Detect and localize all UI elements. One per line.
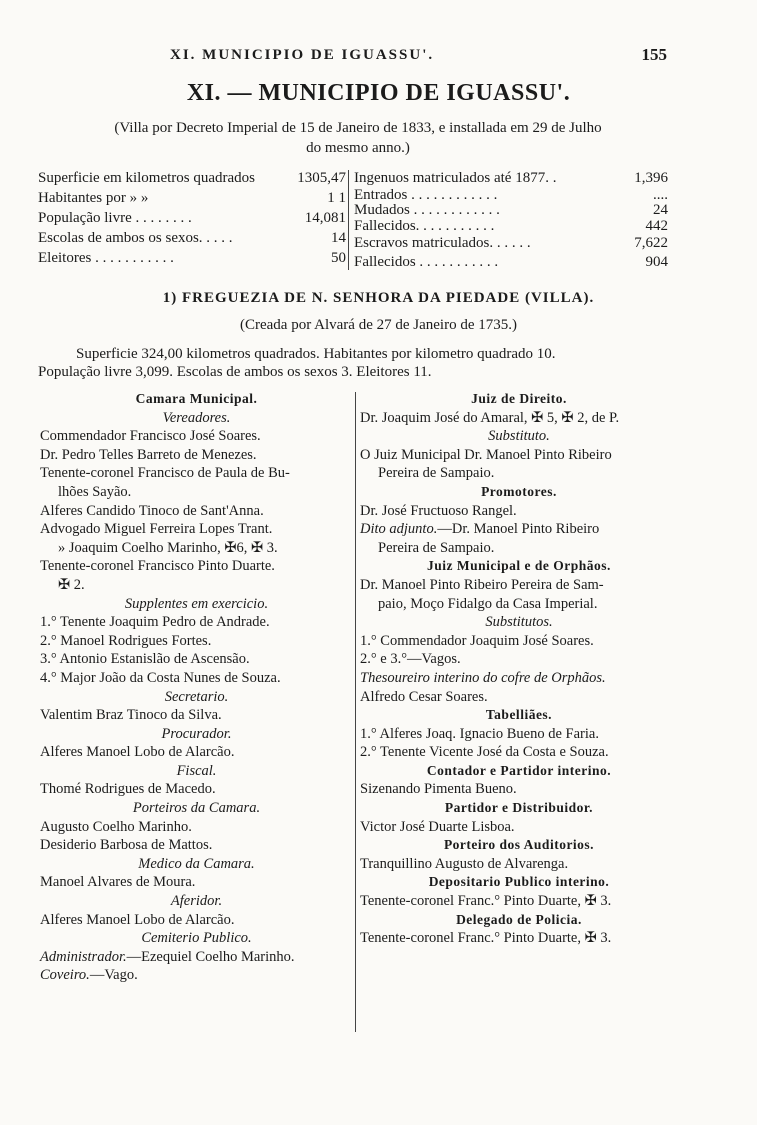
list-item xyxy=(40,948,353,967)
list-item: O Juiz Municipal Dr. Manoel Pinto Ribeiro xyxy=(360,446,612,463)
list-item: 1.° Tenente Joaquim Pedro de Andrade. xyxy=(40,614,270,631)
heading-delegado: Delegado de Policia. xyxy=(456,911,582,927)
list-item: lhões Sayão. xyxy=(58,483,132,500)
stat-row: Fallecidos. . . . . . . . . . . 442 xyxy=(354,218,668,234)
adjunto-label: Dito adjunto. xyxy=(360,521,438,538)
heading-substitutos: Substitutos. xyxy=(485,614,553,631)
heading-secretario: Secretario. xyxy=(164,688,229,705)
running-title: XI. MUNICIPIO DE IGUASSU'. xyxy=(170,47,435,63)
heading-substituto: Substituto. xyxy=(488,428,550,445)
stat-row: Superficie em kilometros quadrados 1305,47 xyxy=(38,170,346,186)
list-item: Tranquillino Augusto de Alvarenga. xyxy=(360,855,569,872)
paragraph-line-2: População livre 3,099. Escolas de ambos os sexos 3. Eleitores 11. xyxy=(38,364,432,380)
heading-vereadores: Vereadores. xyxy=(162,409,231,426)
list-item: Thomé Rodrigues de Macedo. xyxy=(40,781,216,798)
heading-porteiro: Porteiro dos Auditorios. xyxy=(443,837,595,853)
paragraph-line-1: Superficie 324,00 kilometros quadrados. Habitantes por kilometro quadrado 10. xyxy=(76,346,556,362)
list-item: Dr. Pedro Telles Barreto de Menezes. xyxy=(40,446,257,463)
heading-supplentes: Supplentes em exercicio. xyxy=(124,595,269,612)
page-title: XI. — MUNICIPIO DE IGUASSU'. xyxy=(186,80,571,106)
list-item: Alferes Manoel Lobo de Alarcão. xyxy=(40,744,235,761)
section-title: 1) FREGUEZIA DE N. SENHORA DA PIEDADE (VILLA). xyxy=(162,290,595,306)
heading-procurador: Procurador. xyxy=(161,725,232,742)
stats-divider xyxy=(348,170,349,270)
heading-aferidor: Aferidor. xyxy=(170,893,223,910)
stat-row: Escravos matriculados. . . . . . 7,622 xyxy=(354,235,668,251)
list-item: Sizenando Pimenta Bueno. xyxy=(360,781,517,798)
list-item: 2.° Manoel Rodrigues Fortes. xyxy=(40,632,212,649)
heading-juiz-direito: Juiz de Direito. xyxy=(471,391,567,406)
list-item: Dr. José Fructuoso Rangel. xyxy=(360,502,517,519)
list-item: Pereira de Sampaio. xyxy=(378,465,495,482)
list-item: Alferes Manoel Lobo de Alarcão. xyxy=(40,911,235,928)
list-item: 2.° Tenente Vicente José da Costa e Souza. xyxy=(360,744,609,761)
list-item: 1.° Commendador Joaquim José Soares. xyxy=(360,632,594,649)
list-item: Tenente-coronel Francisco Pinto Duarte. xyxy=(40,558,275,575)
adjunto-name: —Dr. Manoel Pinto Ribeiro xyxy=(437,521,600,538)
list-item: Tenente-coronel Francisco de Paula de Bu- xyxy=(40,465,290,482)
coveiro-value: —Vago. xyxy=(89,967,138,984)
list-item: Alferes Candido Tinoco de Sant'Anna. xyxy=(40,502,264,519)
list-item: paio, Moço Fidalgo da Casa Imperial. xyxy=(378,595,598,612)
list-item: Tenente-coronel Franc.° Pinto Duarte, ✠ 3. xyxy=(360,893,612,910)
heading-partidor: Partidor e Distribuidor. xyxy=(444,800,594,816)
heading-contador: Contador e Partidor interino. xyxy=(426,762,612,778)
list-item: 3.° Antonio Estanislão de Ascensão. xyxy=(40,651,250,668)
list-item: Victor José Duarte Lisboa. xyxy=(360,818,515,835)
administrador-label: Administrador. xyxy=(40,948,127,965)
coveiro-label: Coveiro. xyxy=(40,967,90,984)
heading-cemiterio: Cemiterio Publico. xyxy=(141,930,252,947)
subtitle-line-2: do mesmo anno.) xyxy=(306,140,410,156)
stat-row: População livre . . . . . . . . 14,081 xyxy=(38,210,346,226)
heading-depositario: Depositario Publico interino. xyxy=(428,874,610,890)
section-subtitle: (Creada por Alvará de 27 de Janeiro de 1735.) xyxy=(240,317,517,333)
list-item: Valentim Braz Tinoco da Silva. xyxy=(40,707,222,724)
list-item: Manoel Alvares de Moura. xyxy=(40,874,196,891)
list-item: 4.° Major João da Costa Nunes de Souza. xyxy=(40,669,281,686)
stat-row: Entrados . . . . . . . . . . . . .... xyxy=(354,187,668,203)
heading-camara-municipal: Camara Municipal. xyxy=(135,391,258,406)
stat-row: Escolas de ambos os sexos. . . . . 14 xyxy=(38,230,346,246)
list-item: Alfredo Cesar Soares. xyxy=(360,688,488,705)
heading-porteiros: Porteiros da Camara. xyxy=(132,800,261,817)
stats-right-column xyxy=(354,168,668,272)
list-item: Desiderio Barbosa de Mattos. xyxy=(40,837,213,854)
two-column-listing xyxy=(38,390,678,1040)
section-paragraph xyxy=(38,345,672,381)
column-divider xyxy=(355,392,356,1032)
administrador-name: —Ezequiel Coelho Marinho. xyxy=(126,948,295,965)
heading-thesoureiro: Thesoureiro interino do cofre de Orphãos. xyxy=(360,669,606,686)
heading-tabelliaes: Tabelliães. xyxy=(485,707,553,723)
heading-juiz-municipal: Juiz Municipal e de Orphãos. xyxy=(427,558,611,574)
subtitle-line-1: (Villa por Decreto Imperial de 15 de Janeiro de 1833, e installada em 29 de Julho xyxy=(114,120,602,136)
stat-row: Ingenuos matriculados até 1877. . 1,396 xyxy=(354,170,668,186)
list-item: Tenente-coronel Franc.° Pinto Duarte, ✠ 3. xyxy=(360,930,612,947)
stat-row: Fallecidos . . . . . . . . . . . 904 xyxy=(354,254,668,270)
list-item xyxy=(40,966,353,985)
right-column xyxy=(360,390,678,948)
list-item: Dr. Joaquim José do Amaral, ✠ 5, ✠ 2, de P. xyxy=(360,409,620,426)
municipio-subtitle xyxy=(38,118,678,158)
list-item xyxy=(360,520,678,539)
stat-row: Eleitores . . . . . . . . . . . 50 xyxy=(38,250,346,266)
list-item: 1.° Alferes Joaq. Ignacio Bueno de Faria. xyxy=(360,725,599,742)
list-item: Commendador Francisco José Soares. xyxy=(40,428,261,445)
list-item: Augusto Coelho Marinho. xyxy=(40,818,192,835)
list-item: ✠ 2. xyxy=(58,576,85,593)
list-item: Dr. Manoel Pinto Ribeiro Pereira de Sam- xyxy=(360,576,604,593)
heading-promotores: Promotores. xyxy=(481,483,557,499)
running-header xyxy=(0,47,757,69)
heading-fiscal: Fiscal. xyxy=(176,762,217,779)
stats-left-column xyxy=(38,168,346,268)
list-item: Advogado Miguel Ferreira Lopes Trant. xyxy=(40,521,273,538)
list-item: Pereira de Sampaio. xyxy=(378,539,495,556)
heading-medico: Medico da Camara. xyxy=(138,855,255,872)
stat-row: Habitantes por » » 1 1 xyxy=(38,190,346,206)
list-item: » Joaquim Coelho Marinho, ✠6, ✠ 3. xyxy=(58,539,278,556)
left-column xyxy=(40,390,353,985)
stat-row: Mudados . . . . . . . . . . . . 24 xyxy=(354,202,668,218)
page-number: 155 xyxy=(641,45,667,64)
list-item: 2.° e 3.°—Vagos. xyxy=(360,651,461,668)
